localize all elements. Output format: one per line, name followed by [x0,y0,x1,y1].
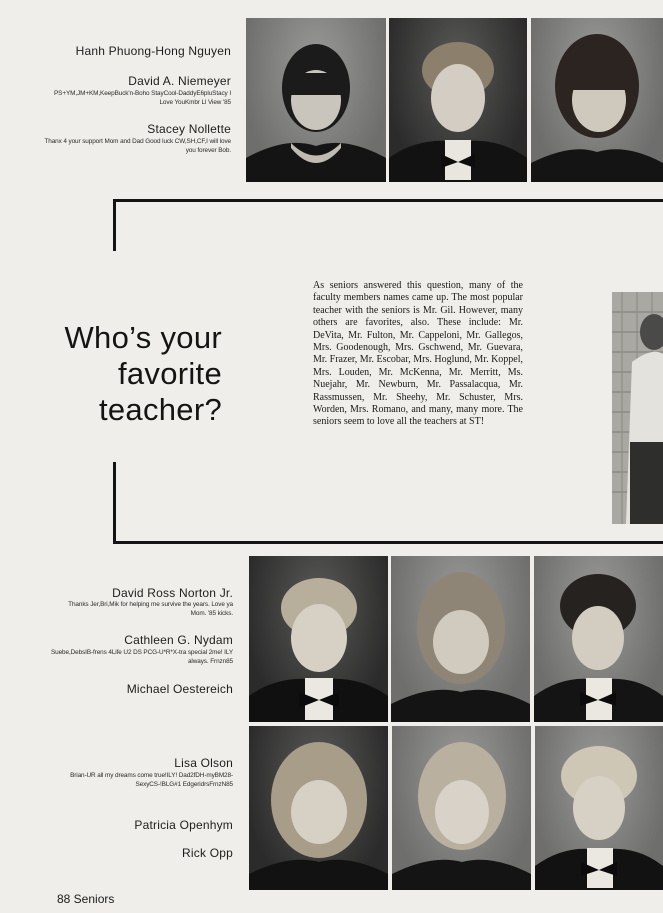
senior-name: Rick Opp [182,846,233,860]
senior-name: Patricia Openhym [134,818,233,832]
senior-name: Cathleen G. Nydam [124,633,233,647]
headline-line: Who’s your [64,320,222,355]
senior-portrait [389,18,527,182]
senior-portrait [534,556,663,722]
senior-name: Hanh Phuong-Hong Nguyen [75,44,231,58]
senior-message: Thanx 4 your support Mom and Dad Good luck CW,SH,CF,I will love you forever Bob. [44,138,231,154]
senior-portrait [249,726,388,890]
senior-message: Thanks Jer,Bri,Mik for helping me survive the years. Love ya Mom. '85 kicks. [68,601,233,617]
senior-message: Suebe,DebsIB-frens 4Life U2 DS PCG-U*R*X-tra special 2me! ILY always. Frnzn85 [50,649,233,665]
senior-portrait [392,726,531,890]
senior-name: Michael Oestereich [126,682,233,696]
feature-body: As seniors answered this question, many of the faculty members names came up. The most popular teacher with the seniors is Mr. Gil. However, many others are favorites, also. These include: Mr. DeVita, Mr. Fulton, Mr. Cappeloni, Mr. Gallegos, Mrs. Goodenough, Mrs. Gschwend, Mr. Guevara, Mr. Frazer, Mr. Escobar, Mrs. Hoglund, Mr. Koppel, Mrs. Louden, Mr. McKenna, Mr. Merritt, Ms. Nuejahr, Mr. Newburn, Mr. Passalacqua, Mr. Rassmussen, Mr. Sheehy, Mr. Schuster, Mrs. Worden, Mrs. Romano, and many, many more. The seniors seem to love all the teachers at ST! [313,280,524,428]
headline-line: teacher? [98,392,222,427]
senior-name: David Ross Norton Jr. [112,586,233,600]
senior-name: David A. Niemeyer [128,74,231,88]
feature-frame-left-lower [113,462,116,544]
senior-portrait [531,18,663,182]
senior-portrait [249,556,388,722]
feature-frame-bottom [113,541,663,544]
feature-frame-top [113,199,663,202]
senior-name: Stacey Nollette [147,122,231,136]
page-footer: 88 Seniors [57,892,115,906]
headline-line: favorite [117,356,222,391]
feature-headline [40,320,222,428]
senior-message: PS+YM,JM+KM,KeepBuck'n-Boho StayCool-DaddyE6pluStacy I Love YouKmbr Ll View '85 [54,90,231,106]
senior-portrait [391,556,530,722]
senior-portrait [246,18,386,182]
senior-portrait [535,726,663,890]
teacher-photo [612,292,663,524]
feature-frame-left [113,199,116,251]
senior-name: Lisa Olson [174,756,233,770]
senior-message: Brian-UR all my dreams come true!ILY! Dad2fDH-myBM28-SexyCS-!BLG#1 EdgeridrsFrnzN85 [70,772,233,788]
